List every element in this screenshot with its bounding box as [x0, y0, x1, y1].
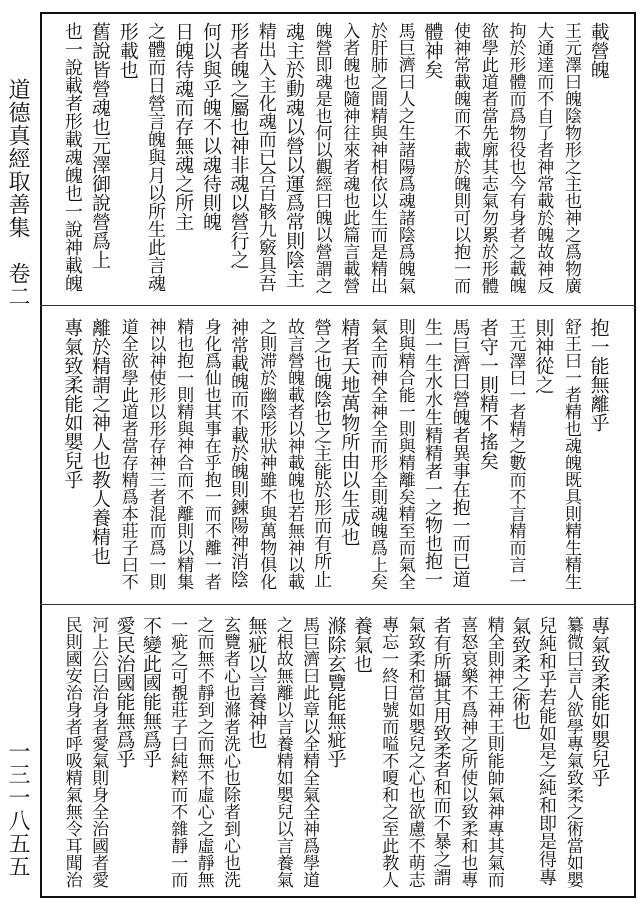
text-column: 形載也	[116, 22, 139, 79]
text-column: 離於精謂之神人也教人養精也	[89, 318, 112, 565]
text-column: 形者魄之屬也神非魂以營行之	[227, 22, 250, 269]
text-column: 專氣致柔能如嬰兒乎	[588, 616, 611, 787]
text-column: 民則國安治身者呼吸精氣無令耳聞治	[61, 616, 82, 888]
text-column: 魂主於動魂以營以運爲常則陰主	[282, 22, 305, 288]
text-column: 生一生水水生精精者一之物也抱一	[421, 318, 443, 588]
text-column: 者有所攝其用致柔者和而不暴之謂	[430, 616, 452, 886]
side-page-number: 一三一八五五	[5, 740, 30, 878]
text-column: 之體而日營言魄與月以所生此言魂	[144, 22, 166, 292]
text-column: 無疵以言養神也	[245, 616, 268, 749]
text-column: 何以與乎魄不以魂待則魄	[199, 22, 222, 231]
text-column: 則神從之	[532, 318, 555, 394]
text-column: 王元澤曰一者精之數而不言精而言一	[505, 318, 526, 590]
text-column: 愛民治國能無爲乎	[113, 616, 136, 768]
text-column: 精者天地萬物所由以生成也	[338, 318, 361, 546]
text-column: 之則滞於幽陰形狀神雖不與萬物俱化	[256, 318, 277, 590]
text-column: 抱一能無離乎	[587, 318, 610, 432]
text-column: 魄營即魂是也何以觀經曰魄以營謂之	[311, 22, 332, 294]
text-column: 專忘一終日號而嗌不嗄和之至此教人	[378, 616, 399, 888]
text-column: 載營魄	[587, 22, 610, 79]
text-column: 精全則神王神王則能帥氣神專其氣而	[483, 616, 504, 888]
text-column: 故言營魄載者以神載魄也若無神以載	[283, 318, 304, 590]
text-column: 道全欲學此道者當存精爲本莊子曰不	[117, 318, 138, 590]
text-column: 氣致柔和當如嬰兒之心也欲慮不萌志	[404, 616, 425, 888]
text-column: 神以神使形以形存神三者混而爲一則	[145, 318, 166, 590]
text-column: 專氣致柔能如嬰兒乎	[61, 318, 84, 489]
text-column: 氣致柔之術也	[509, 616, 532, 730]
text-column: 入者魄也隨神往來者魂也此篇言載營	[339, 22, 360, 294]
text-column: 精也抱一則精與神合而不離則以精集	[173, 318, 194, 590]
text-column: 滌除玄覽能無疵乎	[324, 616, 347, 768]
text-column: 王元澤曰魄陰物形之主也神之爲物廣	[560, 22, 581, 294]
section-divider	[40, 604, 636, 605]
text-column: 喜怒哀樂不爲神之所使以致柔和也專	[457, 616, 478, 888]
text-column: 馬巨濟曰此章以全精全氣全神爲學道	[299, 616, 320, 888]
text-column: 體神矣	[421, 22, 444, 79]
text-column: 纂微曰言人欲學專氣致柔之術當如嬰	[562, 616, 583, 888]
text-column: 則與精合能一則與精離矣精至而氣全	[394, 318, 415, 590]
text-column: 使神常載魄而不載於魄則可以抱一而	[450, 22, 471, 294]
text-column: 玄覽者心也滌者洗心也除者到心也洗	[219, 616, 240, 888]
section-divider	[40, 305, 636, 306]
text-column: 身化爲仙也其事在乎抱一而不離一者	[200, 318, 221, 590]
text-column: 不變此國能無爲乎	[139, 616, 162, 768]
text-column: 營之也魄陰也之主能於形而有所止	[311, 318, 333, 588]
text-column: 之而無不靜到之而無不虛心之虛靜無	[193, 616, 214, 888]
text-column: 之根故無離以言養精如嬰兒以言養氣	[272, 616, 293, 888]
text-column: 馬巨濟曰營魄者異事在抱一而已道	[449, 318, 471, 588]
text-column: 氣全而神全神全而形全則魂魄爲上矣	[367, 318, 388, 590]
text-column: 河上公曰治身者愛氣則身全治國者愛	[88, 616, 109, 888]
text-column: 一疵之可覩莊子曰純粹而不雜靜一而	[167, 616, 188, 888]
text-column: 舊說皆營魂也元澤御說營爲上	[89, 22, 112, 269]
text-column: 兒純和乎若能如是之純和即是得專	[536, 616, 558, 886]
side-title: 道德真經取善集 卷二	[5, 78, 30, 308]
text-column: 也一說載者形載魂魄也一說神載魄	[61, 22, 83, 292]
text-column: 精出入主化魂而已合百骸九竅具吾	[255, 22, 277, 292]
text-column: 日魄待魂而存無魂之所主	[172, 22, 195, 231]
text-column: 馬巨濟曰人之生諸陽爲魂諸陰爲魄氣	[394, 22, 415, 294]
text-column: 舒王曰一者精也魂魄既具則精生精生	[560, 318, 581, 590]
text-column: 欲學此道者當先廓其志氣勿累於形體	[477, 22, 498, 294]
text-column: 於肝肺之間精與神相依以生而是精出	[367, 22, 388, 294]
text-column: 神常載魄而不載於魄則鍊陽神消陰	[228, 318, 250, 588]
text-column: 拘於形體而爲物役也今有身者之載魄	[505, 22, 526, 294]
text-column: 養氣也	[350, 616, 373, 673]
text-column: 大通達而不自了者神常載於魄故神反	[533, 22, 554, 294]
text-column: 者守一則精不搖矣	[476, 318, 499, 470]
